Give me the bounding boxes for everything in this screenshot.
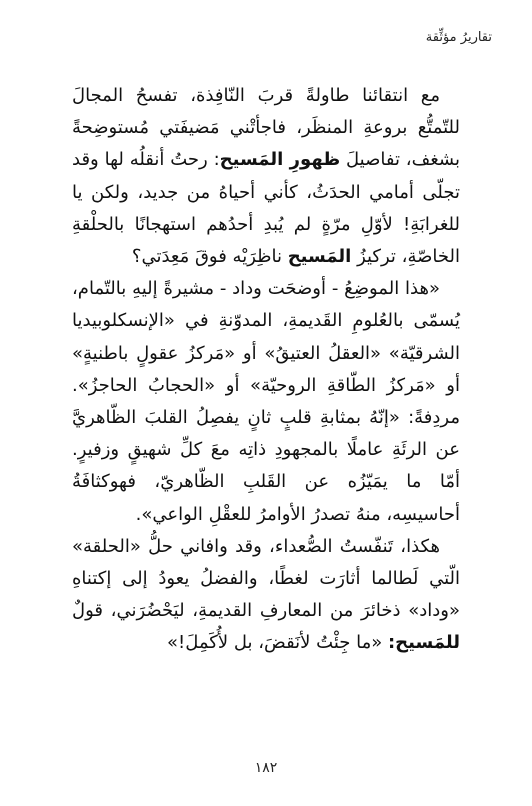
paragraph-1-bold-1: ظهورِ المَسيح	[219, 149, 341, 171]
paragraph-1-part-2: : رحتُ أنقلُه لها وقد تجلّى أمامي الحدَثُ، كأني أحياهُ من جديد، ولكن يا للغرابَةِ! لأوّلِ مرّةٍ لم يُبدِ أحدُهم استهجانًا بالحلْقةِ الخاصّةِ، تركيزُ	[72, 149, 460, 268]
paragraph-3-part-1: هكذا، تَنفّستُ الصُّعداء، وقد وافاني حلُّ «الحلقة» الّتي لَطالما أثارَت لغطًا، والفضلُ يعودُ إلى إكتناهِ «وداد» ذخائرَ من المعارفِ القديمةِ، ليَحْضُرَني، قولٌ	[72, 535, 460, 622]
paragraph-1-part-3: ناظِرَيْه فوقَ مَعِدَتي؟	[131, 246, 288, 268]
paragraph-1-part-1: مع انتقائنا طاولةً قربَ النّافِذة، تفسحُ المجالَ للتّمتُّع بروعةِ المنظَر، فاجأتْني مَضيفَتي مُستوضِحةً بشغف، تفاصيلَ	[72, 85, 460, 171]
page-number: ١٨٢	[254, 760, 278, 776]
paragraph-3-part-2: «ما جِئْتُ لأنَقضَ، بل لأُكَمِلَ!»	[167, 632, 388, 654]
body-text	[72, 80, 460, 660]
paragraph-3	[72, 531, 460, 660]
paragraph-1	[72, 80, 460, 273]
paragraph-3-bold-1: للمَسيح:	[387, 632, 460, 654]
paragraph-1-bold-2: المَسيح	[287, 246, 352, 268]
running-header: تقاريرُ مؤثِّقة	[425, 30, 492, 45]
paragraph-2: «هذا الموضِعُ - أوضحَت وداد - مشيرةً إليهِ بالتّمام، يُسمّى بالعُلومِ القَديمةِ، المدوّنةِ في «الإنسكلوبيديا الشرقيّة» «العقلُ العتيقُ» أو «مَركزُ عقولٍ باطنيةٍ» أو «مَركزُ الطّاقةِ الروحيّة» أو «الحجابُ الحاجزُ». مردِفةً: «إنّهُ بمثابةِ قلبٍ ثانٍ يفصِلُ القلبَ الظّاهريَّ عن الرئَةِ عاملًا بالمجهودِ ذاتِه معَ كلِّ شهيقٍ وزفيرٍ. أمّا ما يمَيّزُه عن القَلبِ الظّاهريّ، فهوكثافَةُ أحاسيسِه، منهُ تصدرُ الأوامرُ للعقْلِ الواعي».	[72, 278, 460, 525]
